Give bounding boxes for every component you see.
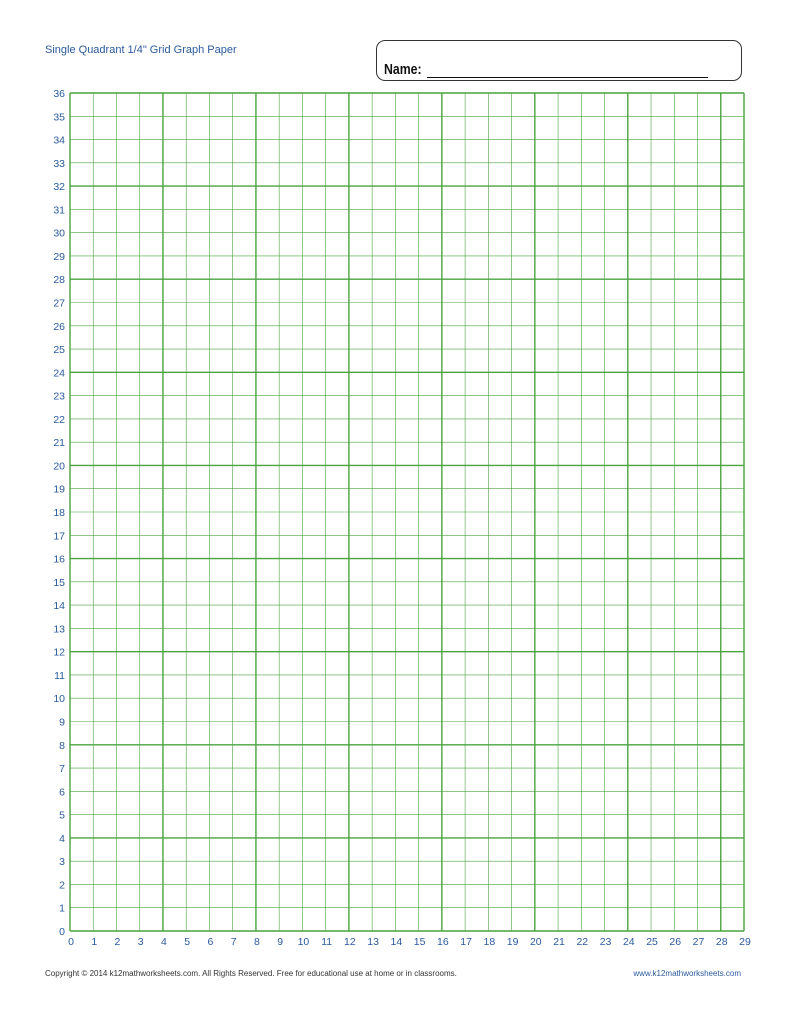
y-tick-label: 6 — [59, 786, 65, 799]
y-tick-label: 34 — [53, 134, 65, 147]
x-tick-label: 23 — [599, 936, 612, 948]
x-tick-label: 26 — [669, 936, 682, 948]
y-tick-label: 33 — [53, 157, 65, 170]
y-tick-label: 10 — [53, 693, 65, 706]
y-tick-label: 27 — [53, 297, 65, 310]
y-tick-label: 14 — [53, 600, 65, 613]
y-tick-label: 24 — [53, 367, 65, 380]
x-tick-label: 27 — [692, 936, 705, 948]
page-title: Single Quadrant 1/4" Grid Graph Paper — [45, 44, 237, 56]
website-link[interactable]: www.k12mathworksheets.com — [633, 969, 741, 978]
x-tick-label: 29 — [739, 936, 751, 948]
y-tick-label: 21 — [53, 437, 65, 450]
y-tick-label: 35 — [53, 111, 65, 124]
y-tick-label: 7 — [59, 763, 65, 776]
x-tick-label: 16 — [437, 936, 449, 948]
y-tick-label: 25 — [53, 344, 65, 357]
y-tick-label: 12 — [53, 646, 65, 659]
y-tick-label: 29 — [53, 250, 65, 263]
y-tick-label: 16 — [53, 553, 65, 566]
x-tick-label: 5 — [184, 936, 191, 948]
x-tick-label: 20 — [529, 936, 542, 948]
name-label: Name: — [384, 61, 422, 78]
x-tick-label: 19 — [506, 936, 519, 948]
x-tick-label: 24 — [622, 936, 635, 948]
y-tick-label: 1 — [59, 902, 65, 915]
y-tick-label: 36 — [53, 88, 65, 100]
x-tick-label: 8 — [254, 936, 260, 948]
x-tick-label: 12 — [344, 936, 356, 948]
x-tick-label: 18 — [483, 936, 496, 948]
x-tick-label: 4 — [161, 936, 167, 948]
x-tick-label: 3 — [137, 936, 144, 948]
y-tick-label: 15 — [53, 576, 65, 589]
x-tick-label: 22 — [576, 936, 589, 948]
y-tick-label: 5 — [59, 809, 65, 822]
x-tick-label: 9 — [277, 936, 284, 948]
x-tick-label: 1 — [91, 936, 98, 948]
y-tick-label: 0 — [59, 926, 65, 938]
x-tick-label: 25 — [646, 936, 658, 948]
x-tick-label: 10 — [297, 936, 310, 948]
x-tick-label: 11 — [321, 936, 333, 948]
x-tick-label: 15 — [413, 936, 426, 948]
y-tick-label: 3 — [59, 856, 65, 869]
x-tick-label: 7 — [230, 936, 237, 948]
x-tick-label: 13 — [367, 936, 379, 948]
y-tick-label: 28 — [53, 274, 65, 287]
y-tick-label: 32 — [53, 181, 65, 194]
y-tick-label: 13 — [53, 623, 65, 636]
y-tick-label: 4 — [59, 832, 65, 845]
x-tick-label: 2 — [114, 936, 121, 948]
y-tick-label: 17 — [53, 530, 65, 543]
x-tick-label: 0 — [68, 936, 74, 948]
y-tick-label: 8 — [59, 739, 65, 752]
x-tick-label: 17 — [460, 936, 472, 948]
x-tick-label: 6 — [207, 936, 214, 948]
copyright-text: Copyright © 2014 k12mathworksheets.com. All Rights Reserved. Free for educational use at home or in classrooms. — [45, 969, 457, 978]
y-tick-label: 18 — [53, 507, 65, 519]
y-tick-label: 20 — [53, 460, 65, 473]
y-tick-label: 2 — [59, 879, 65, 892]
y-tick-label: 11 — [54, 669, 65, 682]
y-tick-label: 31 — [53, 204, 65, 217]
x-tick-label: 21 — [553, 936, 565, 948]
y-tick-label: 23 — [53, 390, 65, 403]
x-tick-label: 14 — [390, 936, 403, 948]
y-tick-label: 9 — [59, 716, 65, 729]
y-tick-label: 19 — [53, 483, 65, 496]
y-tick-label: 22 — [53, 413, 65, 426]
x-tick-label: 28 — [715, 936, 728, 948]
y-tick-label: 26 — [53, 320, 65, 333]
y-tick-label: 30 — [53, 227, 65, 240]
